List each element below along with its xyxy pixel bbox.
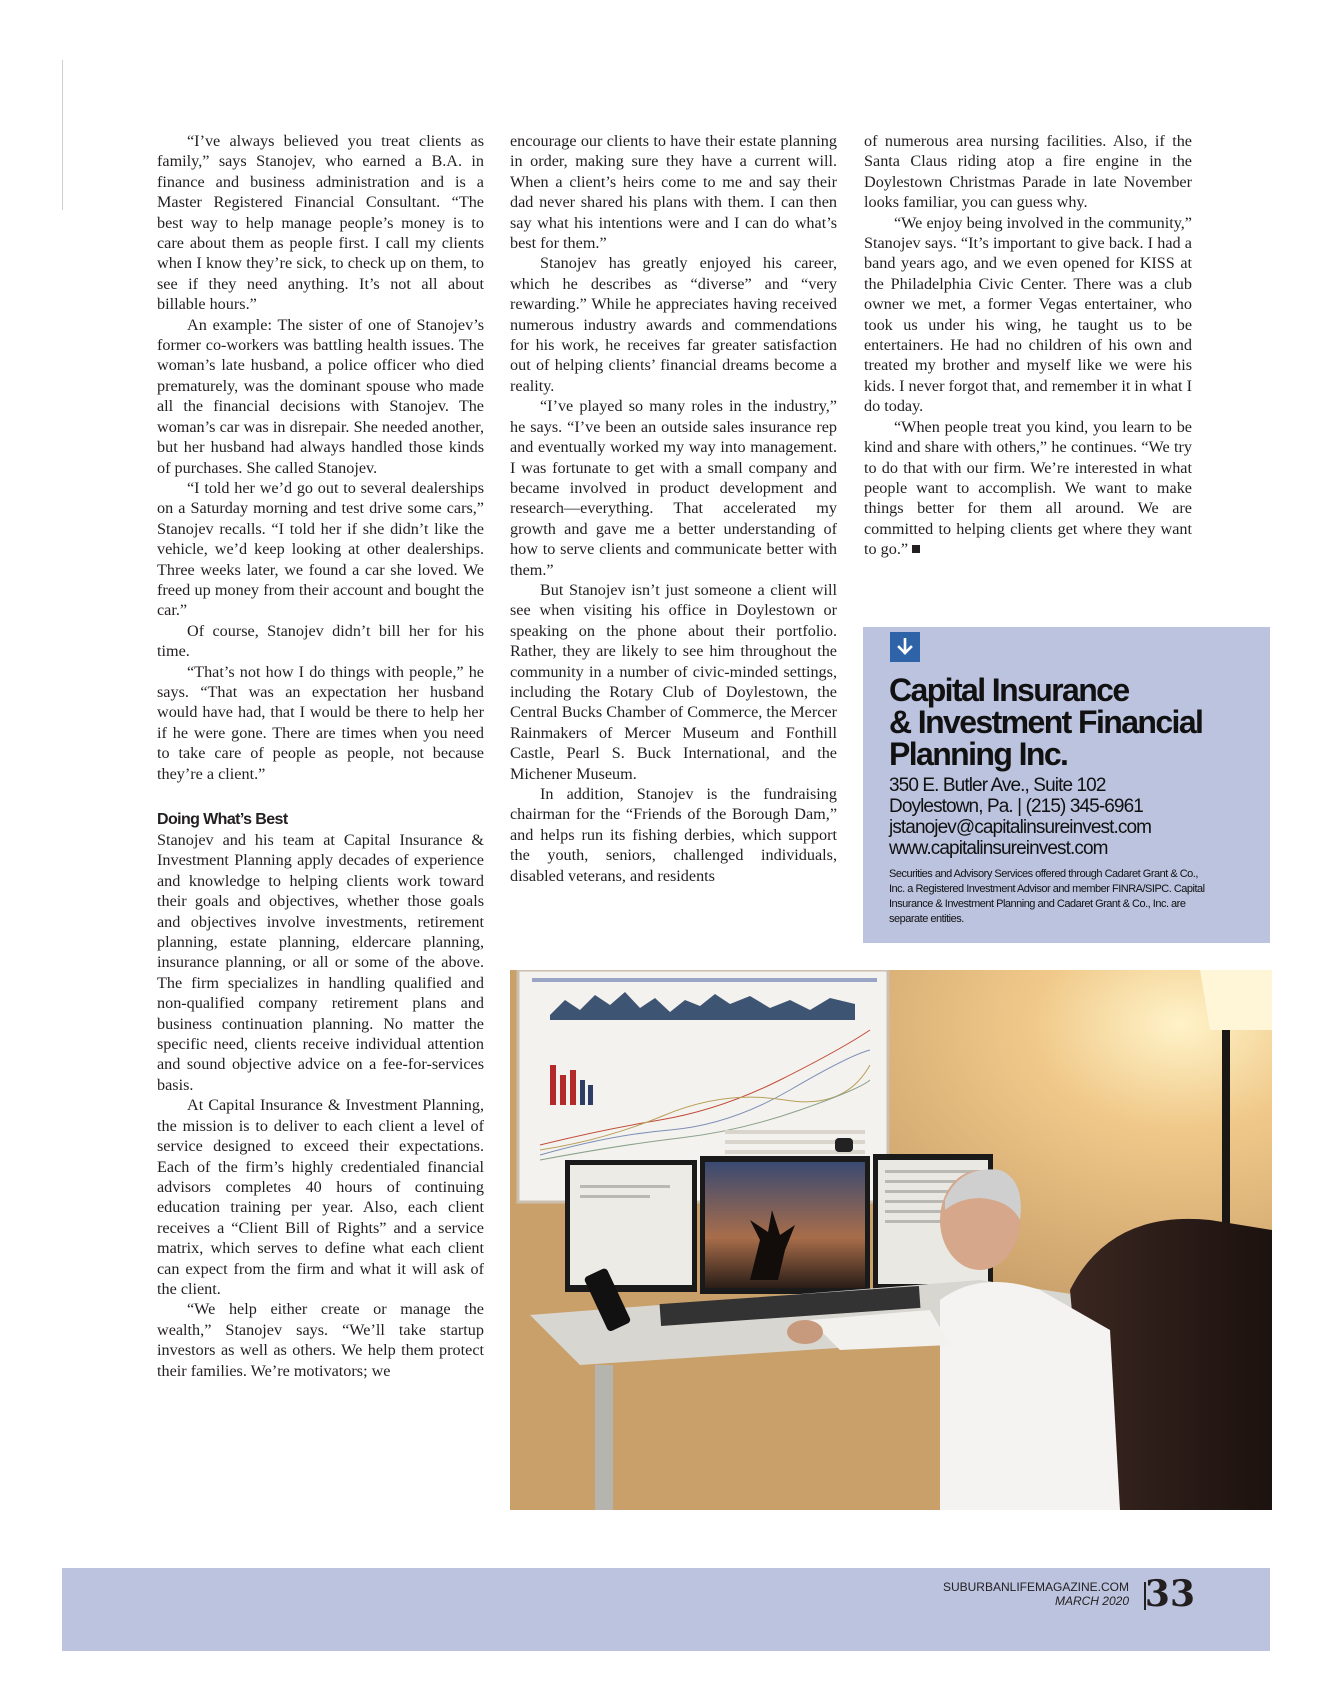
article-paragraph: Of course, Stanojev didn’t bill her for his time. [157, 621, 484, 661]
article-paragraph: “We enjoy being involved in the community,” Stanojev says. “It’s important to give back. I had a band years ago, and we even opened for KISS at the Philadelphia Civic Center. There was a club owner we met, a former Vegas entertainer, who took us under his wing, he taught us to be entertainers. He had no children of his own and treated my brother and myself like we were his kids. I never forgot that, and remember it in what I do today. [864, 213, 1192, 416]
article-paragraph: “That’s not how I do things with people,” he says. “That was an expectation her husband would have had, that I would be there to help her if he were gone. There are times when you need to take care of people as people, not because they’re a client.” [157, 662, 484, 783]
business-website[interactable]: www.capitalinsureinvest.com [889, 838, 1108, 859]
business-contact [889, 775, 1259, 859]
business-name-line: Capital Insurance [889, 672, 1129, 708]
article-column-2 [510, 131, 837, 886]
business-name-line: & Investment Financial [889, 704, 1203, 740]
article-paragraph [864, 417, 1192, 560]
footer-site-info [943, 1580, 1129, 1608]
securities-disclaimer: Securities and Advisory Services offered through Cadaret Grant & Co., Inc. a Registered Investment Advisor and member FINRA/SIPC. Capital Insurance & Investment Planning and Cadaret Grant & Co., Inc. are separate entities. [889, 868, 1205, 925]
article-paragraph: “I told her we’d go out to several dealerships on a Saturday morning and test drive some cars,” Stanojev recalls. “I told her if she didn’t like the vehicle, we’d keep looking at other dealerships. Three weeks later, we found a car she loved. We freed up money from their account and bought the car.” [157, 478, 484, 620]
business-name-line: Planning Inc. [889, 736, 1068, 772]
arrow-down-icon [890, 632, 920, 662]
article-paragraph: “I’ve always believed you treat clients as family,” says Stanojev, who earned a B.A. in finance and business administration and is a Master Registered Financial Consultant. “The best way to help manage people’s money is to care about them as people first. I call my clients when I know they’re sick, to check up on them, to see if they need anything. It’s not all about billable hours.” [157, 132, 484, 314]
business-info-box [863, 627, 1270, 943]
end-of-article-mark [912, 545, 920, 553]
article-column-3 [864, 131, 1192, 560]
article-paragraph: of numerous area nursing facilities. Also, if the Santa Claus riding atop a fire engine in the Doylestown Christmas Parade in late November looks familiar, you can guess why. [864, 132, 1192, 212]
page-footer [62, 1568, 1270, 1651]
article-paragraph-text: “When people treat you kind, you learn to be kind and share with others,” he continues. “We try to do that with our firm. We’re interested in what people want to accomplish. We want to make things better for them all around. We are committed to helping clients get where they want to go.” [864, 417, 1192, 559]
footer-website: SUBURBANLIFEMAGAZINE.COM [942, 1580, 1129, 1594]
article-paragraph: But Stanojev isn’t just someone a client will see when visiting his office in Doylestown or speaking on the phone about their portfolio. Rather, they are likely to see him throughout the community in a number of civic-minded settings, including the Rotary Club of Doylestown, the Central Bucks Chamber of Commerce, the Mercer Rainmakers of Mercer Museum and Fonthill Castle, Pearl S. Buck International, and the Michener Museum. [510, 580, 837, 783]
footer-issue-date: MARCH 2020 [1054, 1594, 1129, 1608]
section-subhead: Doing What’s Best [157, 811, 288, 828]
office-photo [510, 970, 1272, 1510]
article-paragraph: Stanojev and his team at Capital Insurance & Investment Planning apply decades of experience and knowledge to helping clients work toward their goals and objectives, whether those goals and objectives involve investments, retirement planning, estate planning, eldercare planning, insurance planning, or all or some of the above. The firm specializes in handling qualified and non-qualified company retirement plans and business continuation planning. No matter the specific need, clients receive individual attention and sound objective advice on a fee-for-services basis. [157, 831, 484, 1094]
article-paragraph: “We help either create or manage the wealth,” Stanojev says. “We’ll take startup investors as well as others. We help them protect their families. We’re motivators; we [157, 1300, 484, 1380]
article-paragraph: In addition, Stanojev is the fundraising chairman for the “Friends of the Borough Dam,” and helps run its fishing derbies, which support the youth, seniors, challenged individuals, disabled veterans, and residents [510, 785, 837, 885]
article-paragraph: An example: The sister of one of Stanojev’s former co-workers was battling health issues. The woman’s late husband, a police officer who died prematurely, was the dominant spouse who made all the financial decisions with Stanojev. The woman’s car was in disrepair. She needed another, but her husband had always handled those kinds of purchases. She called Stanojev. [157, 315, 484, 477]
business-address-line: 350 E. Butler Ave., Suite 102 [889, 775, 1106, 796]
business-email[interactable]: jstanojev@capitalinsureinvest.com [889, 817, 1152, 838]
article-column-1 [157, 131, 484, 1381]
article-paragraph: encourage our clients to have their estate planning in order, making sure they have a current will. When a client’s heirs come to me and say their dad never shared his plans with them. I can then say what his intentions were and I can do what’s best for them.” [510, 132, 837, 253]
business-address-phone: Doylestown, Pa. | (215) 345-6961 [889, 796, 1143, 817]
article-paragraph: “I’ve played so many roles in the industry,” he says. “I’ve been an outside sales insurance rep and eventually worked my way into management. I was fortunate to get with a small company and became involved in product development and research—everything. That accelerated my growth and gave me a better understanding of how to serve clients and communicate better with them.” [510, 397, 837, 579]
business-name [889, 674, 1249, 770]
page-number: 33 [1144, 1573, 1195, 1615]
page-edge-rule [62, 60, 63, 210]
article-paragraph: Stanojev has greatly enjoyed his career, which he describes as “diverse” and “very rewarding.” While he appreciates having received numerous industry awards and commendations for his work, he receives far greater satisfaction out of helping clients’ financial dreams become a reality. [510, 254, 837, 395]
article-paragraph: At Capital Insurance & Investment Planning, the mission is to deliver to each client a level of service designed to exceed their expectations. Each of the firm’s highly credentialed financial advisors completes 40 hours of continuing education training per year. Also, each client receives a “Client Bill of Rights” and a service matrix, which serves to define what each client can expect from the firm and what it will ask of the client. [157, 1096, 484, 1298]
